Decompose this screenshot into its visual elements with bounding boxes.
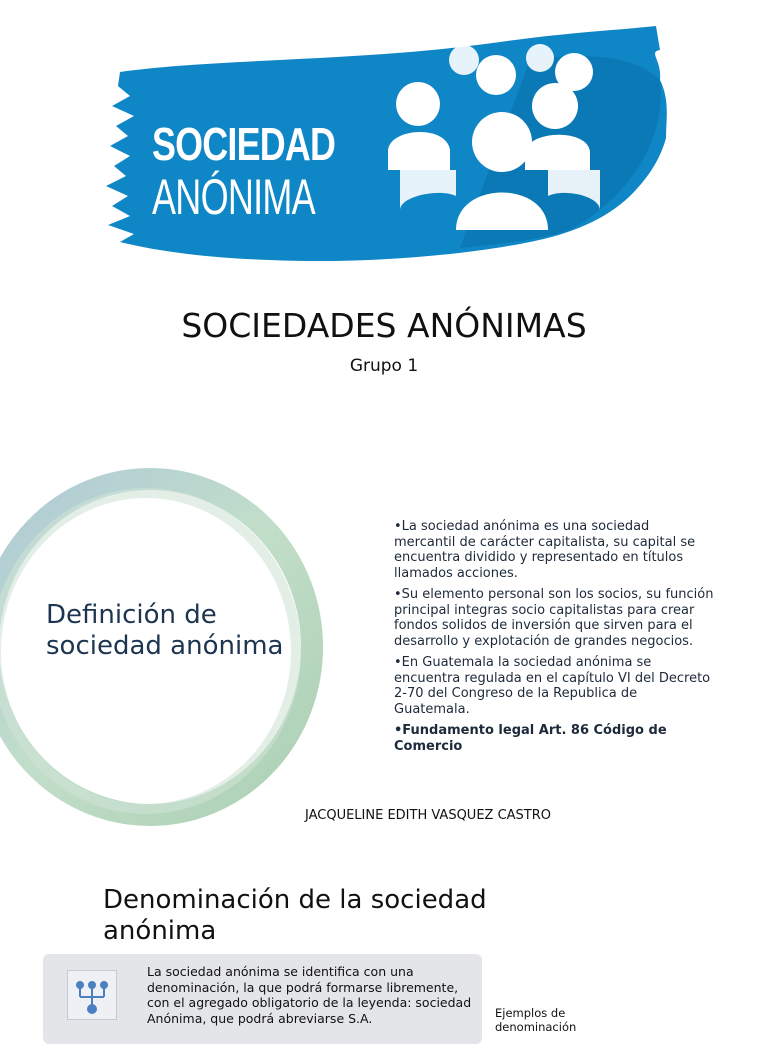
slide1-title: SOCIEDADES ANÓNIMAS — [181, 306, 587, 345]
denomination-icon-box — [67, 970, 117, 1020]
definition-title: Definición de sociedad anónima — [46, 600, 284, 661]
definition-bullet: •La sociedad anónima es una sociedad mercantil de carácter capitalista, su capital se encuentra dividido y representado en títulos llamados acciones. — [394, 519, 696, 581]
definition-bullet: •En Guatemala la sociedad anónima se encuentra regulada en el capítulo VI del Decreto 2-70 del Congreso de la Republica de Guatemala. — [394, 655, 711, 717]
author-name: JACQUELINE EDITH VASQUEZ CASTRO — [305, 808, 551, 823]
hierarchy-icon — [68, 971, 116, 1019]
definition-legal-basis: •Fundamento legal Art. 86 Código de Comercio — [394, 723, 667, 754]
logo-text-anonima: ANÓNIMA — [152, 169, 315, 225]
denomination-title: Denominación de la sociedad anónima — [103, 885, 487, 946]
slide1-subtitle: Grupo 1 — [349, 356, 419, 376]
logo-text-sociedad: SOCIEDAD — [152, 118, 336, 170]
denomination-text: La sociedad anónima se identifica con una denominación, la que podrá formarse libremente, con el agregado obligatorio de la leyenda: sociedad Anónima, que podrá abreviarse S.A. — [147, 964, 472, 1026]
definition-bullet: •Su elemento personal son los socios, su función principal integras socio capitalistas para crear fondos solidos de inversión que sirven para el desarrollo y explotación de grandes negocios. — [394, 587, 714, 649]
examples-note: Ejemplos de denominación — [495, 1006, 577, 1034]
definition-bullets — [394, 519, 714, 760]
